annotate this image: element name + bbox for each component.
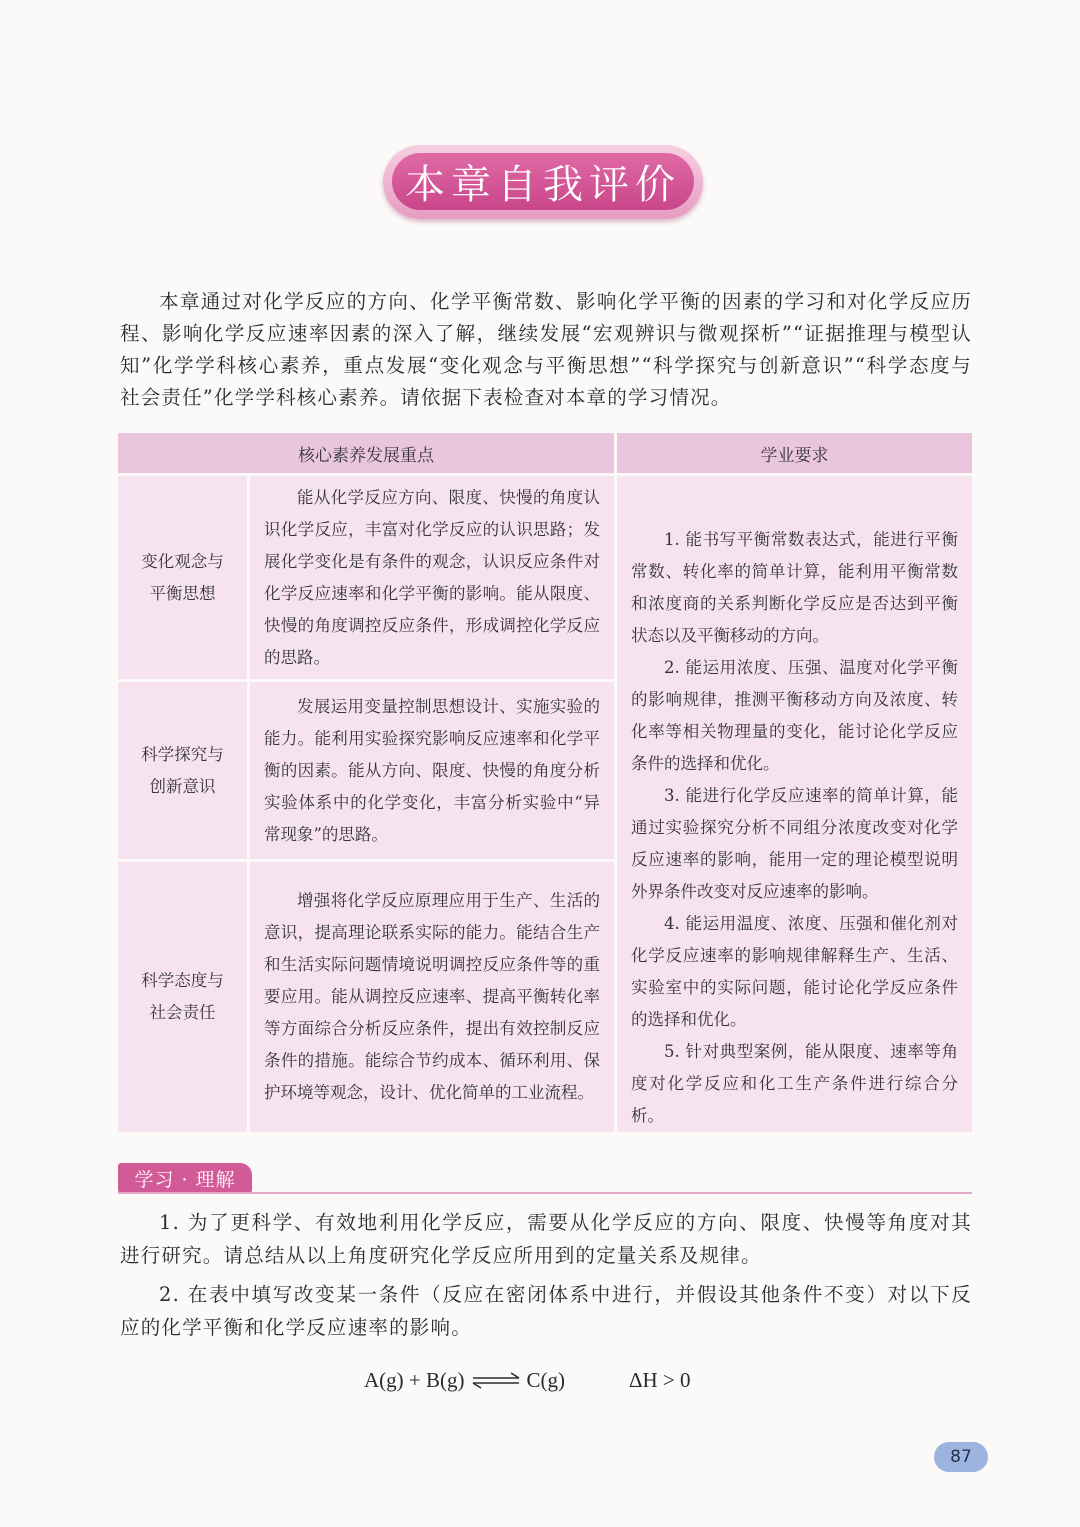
description-text: 增强将化学反应原理应用于生产、生活的意识，提高理论联系实际的能力。能结合生产和生活实际问题情境说明调控反应条件等的重要应用。能从调控反应速率、提高平衡转化率等方面综合分析反应条件，提出有效控制反应条件的措施。能综合节约成本、循环利用、保护环境等观念，设计、优化简单的工业流程。 [264, 891, 600, 1103]
category-cell [118, 682, 250, 862]
section-divider [118, 1192, 972, 1194]
header-core-literacy: 核心素养发展重点 [118, 433, 617, 476]
enthalpy-change: ΔH > 0 [629, 1367, 691, 1392]
description-cell [250, 476, 617, 682]
requirement-item: 2. 能运用浓度、压强、温度对化学平衡的影响规律，推测平衡移动方向及浓度、转化率等相关物理量的变化，能讨论化学反应条件的选择和优化。 [631, 658, 958, 773]
requirement-item: 3. 能进行化学反应速率的简单计算，能通过实验探究分析不同组分浓度改变对化学反应速率的影响，能用一定的理论模型说明外界条件改变对反应速率的影响。 [631, 786, 958, 901]
category-cell [118, 862, 250, 1132]
category-label: 变化观念与 [141, 551, 224, 571]
requirement-item: 4. 能运用温度、浓度、压强和催化剂对化学反应速率的影响规律解释生产、生活、实验室中的实际问题，能讨论化学反应条件的选择和优化。 [631, 914, 958, 1029]
category-cell [118, 476, 250, 682]
intro-paragraph: 本章通过对化学反应的方向、化学平衡常数、影响化学平衡的因素的学习和对化学反应历程、影响化学反应速率因素的深入了解，继续发展“宏观辨识与微观探析”“证据推理与模型认知”化学学科核心素养，重点发展“变化观念与平衡思想”“科学探究与创新意识”“科学态度与社会责任”化学学科核心素养。请依据下表检查对本章的学习情况。 [120, 290, 972, 409]
product: C(g) [526, 1367, 565, 1392]
description-cell [250, 862, 617, 1132]
chapter-title-badge [383, 145, 703, 219]
category-label: 创新意识 [149, 776, 216, 796]
reactants: A(g) + B(g) [364, 1367, 465, 1392]
category-label: 科学探究与 [141, 744, 224, 764]
question-2: 2. 在表中填写改变某一条件（反应在密闭体系中进行，并假设其他条件不变）对以下反应的化学平衡和化学反应速率的影响。 [120, 1283, 972, 1339]
page-number: 87 [934, 1442, 988, 1472]
equilibrium-arrows-icon [471, 1370, 521, 1390]
section-label-learn-understand: 学习 · 理解 [118, 1163, 252, 1193]
description-cell [250, 682, 617, 862]
reaction-equation [364, 1362, 691, 1398]
requirement-item: 1. 能书写平衡常数表达式，能进行平衡常数、转化率的简单计算，能利用平衡常数和浓度商的关系判断化学反应是否达到平衡状态以及平衡移动的方向。 [631, 530, 958, 645]
header-academic-requirements: 学业要求 [617, 433, 972, 476]
category-label: 科学态度与 [141, 971, 224, 991]
requirements-cell [617, 476, 972, 1132]
requirement-item: 5. 针对典型案例，能从限度、速率等角度对化学反应和化工生产条件进行综合分析。 [631, 1042, 958, 1125]
category-label: 社会责任 [149, 1003, 216, 1023]
chapter-title: 本章自我评价 [392, 153, 694, 210]
description-text: 发展运用变量控制思想设计、实施实验的能力。能利用实验探究影响反应速率和化学平衡的因素。能从方向、限度、快慢的角度分析实验体系中的化学变化，丰富分析实验中“异常现象”的思路。 [264, 696, 600, 844]
description-text: 能从化学反应方向、限度、快慢的角度认识化学反应，丰富对化学反应的认识思路；发展化学变化是有条件的观念，认识反应条件对化学反应速率和化学平衡的影响。能从限度、快慢的角度调控反应条件，形成调控化学反应的思路。 [264, 487, 600, 667]
question-1: 1. 为了更科学、有效地利用化学反应，需要从化学反应的方向、限度、快慢等角度对其进行研究。请总结从以上角度研究化学反应所用到的定量关系及规律。 [120, 1211, 972, 1267]
self-evaluation-table [118, 433, 972, 1132]
category-label: 平衡思想 [149, 583, 216, 603]
